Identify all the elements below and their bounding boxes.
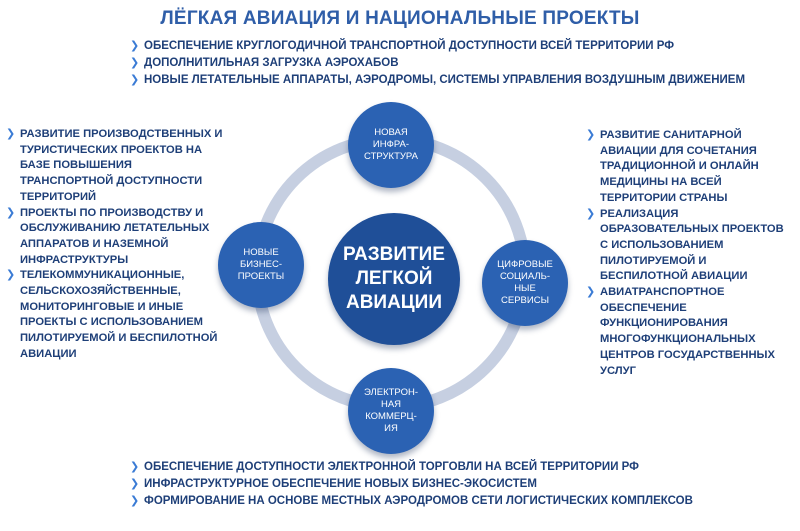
list-item: ❯ ОБЕСПЕЧЕНИЕ ДОСТУПНОСТИ ЭЛЕКТРОННОЙ ТОРГОВЛИ НА ВСЕЙ ТЕРРИТОРИИ РФ [130,459,780,476]
list-item: ❯ ИНФРАСТРУКТУРНОЕ ОБЕСПЕЧЕНИЕ НОВЫХ БИЗНЕС-ЭКОСИСТЕМ [130,476,780,493]
list-item: ❯ ПРОЕКТЫ ПО ПРОИЗВОДСТВУ И ОБСЛУЖИВАНИЮ ЛЕТАТЕЛЬНЫХ АППАРАТОВ И НАЗЕМНОЙ ИНФРАСТРУКТУРЫ [6,206,210,266]
bottom-bullet-list [130,459,780,510]
page-title: ЛЁГКАЯ АВИАЦИЯ И НАЦИОНАЛЬНЫЕ ПРОЕКТЫ [160,8,640,29]
chevron-right-icon: ❯ [130,57,140,69]
list-item: ❯ ОБЕСПЕЧЕНИЕ КРУГЛОГОДИЧНОЙ ТРАНСПОРТНОЙ ДОСТУПНОСТИ ВСЕЙ ТЕРРИТОРИИ РФ [130,38,780,55]
list-item: ❯ НОВЫЕ ЛЕТАТЕЛЬНЫЕ АППАРАТЫ, АЭРОДРОМЫ, СИСТЕМЫ УПРАВЛЕНИЯ ВОЗДУШНЫМ ДВИЖЕНИЕМ [130,72,780,89]
chevron-right-icon: ❯ [130,495,140,507]
chevron-right-icon: ❯ [6,206,16,219]
node-e-commerce [348,368,434,454]
list-item: ❯ ТЕЛЕКОММУНИКАЦИОННЫЕ, СЕЛЬСКОХОЗЯЙСТВЕННЫЕ, МОНИТОРИНГОВЫЕ И ИНЫЕ ПРОЕКТЫ С ИСПОЛЬЗОВАНИЕМ ПИЛОТИРУЕМОЙ И БЕСПИЛОТНОЙ АВИАЦИИ [6,269,218,360]
node-label: ЦИФРОВЫЕ СОЦИАЛЬ- НЫЕ СЕРВИСЫ [497,259,553,306]
list-item: ❯ РАЗВИТИЕ САНИТАРНОЙ АВИАЦИИ ДЛЯ СОЧЕТАНИЯ ТРАДИЦИОННОЙ И ОНЛАЙН МЕДИЦИНЫ НА ВСЕЙ ТЕРРИТОРИИ СТРАНЫ [586,129,759,204]
list-item: ❯ ФОРМИРОВАНИЕ НА ОСНОВЕ МЕСТНЫХ АЭРОДРОМОВ СЕТИ ЛОГИСТИЧЕСКИХ КОМПЛЕКСОВ [130,493,780,510]
chevron-right-icon: ❯ [586,286,596,299]
chevron-right-icon: ❯ [130,74,140,86]
node-new-infrastructure [348,102,434,188]
list-item: ❯ РАЗВИТИЕ ПРОИЗВОДСТВЕННЫХ И ТУРИСТИЧЕСКИХ ПРОЕКТОВ НА БАЗЕ ПОВЫШЕНИЯ ТРАНСПОРТНОЙ ДОСТУПНОСТИ ТЕРРИТОРИЙ [6,128,223,203]
chevron-right-icon: ❯ [6,128,16,140]
chevron-right-icon: ❯ [6,269,16,282]
chevron-right-icon: ❯ [130,461,140,473]
node-label: ЭЛЕКТРОН- НАЯ КОММЕРЦ- ИЯ [364,387,418,434]
center-label: РАЗВИТИЕ ЛЕГКОЙ АВИАЦИИ [343,244,445,313]
list-item: ❯ АВИАТРАНСПОРТНОЕ ОБЕСПЕЧЕНИЕ ФУНКЦИОНИРОВАНИЯ МНОГОФУНКЦИОНАЛЬНЫХ ЦЕНТРОВ ГОСУДАРСТВЕННЫХ УСЛУГ [586,286,775,377]
chevron-right-icon: ❯ [586,207,596,220]
chevron-right-icon: ❯ [130,40,140,52]
node-label: НОВЫЕ БИЗНЕС- ПРОЕКТЫ [237,247,285,282]
center-node [328,213,460,345]
chevron-right-icon: ❯ [586,129,596,141]
list-item: ❯ РЕАЛИЗАЦИЯ ОБРАЗОВАТЕЛЬНЫХ ПРОЕКТОВ С ИСПОЛЬЗОВАНИЕМ ПИЛОТИРУЕМОЙ И БЕСПИЛОТНОЙ АВИАЦИИ [586,207,784,283]
node-new-business-projects [218,222,304,308]
chevron-right-icon: ❯ [130,478,140,490]
node-label: НОВАЯ ИНФРА- СТРУКТУРА [364,127,418,162]
node-digital-social-services [482,240,568,326]
list-item: ❯ ДОПОЛНИТИЛЬНАЯ ЗАГРУЗКА АЭРОХАБОВ [130,55,780,72]
